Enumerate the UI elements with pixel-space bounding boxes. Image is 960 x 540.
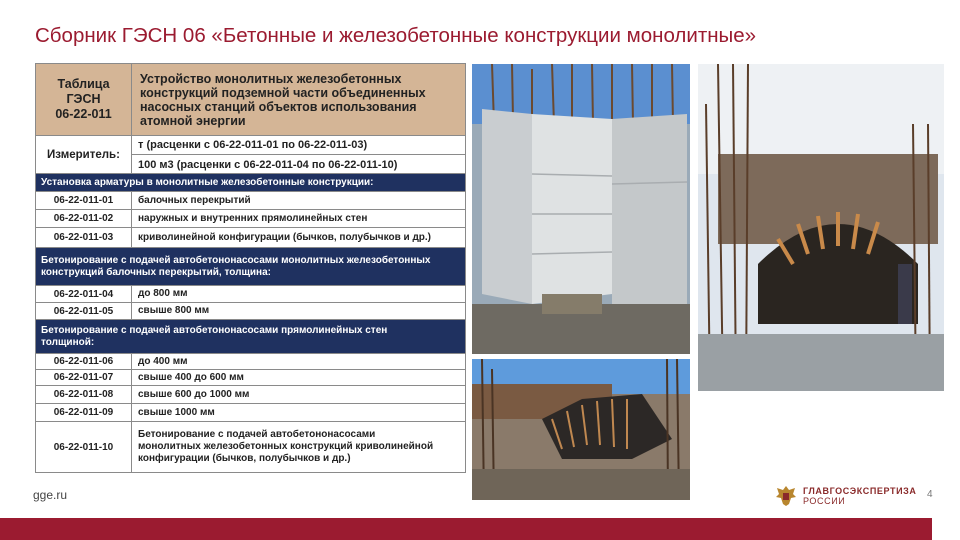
table-number-line: ГЭСН bbox=[66, 92, 101, 106]
slide-title: Сборник ГЭСН 06 «Бетонные и железобетонные конструкции монолитные» bbox=[35, 24, 757, 47]
row-code: 06-22-011-02 bbox=[36, 210, 132, 227]
table-header-row bbox=[36, 64, 465, 136]
table-row bbox=[36, 422, 465, 472]
row-code: 06-22-011-03 bbox=[36, 228, 132, 247]
row-desc: до 400 мм bbox=[138, 355, 188, 367]
table-row bbox=[36, 370, 465, 386]
row-code: 06-22-011-09 bbox=[36, 404, 132, 421]
measure-unit-2: 100 м3 (расценки с 06-22-011-04 по 06-22-011-10) bbox=[138, 158, 398, 171]
row-desc: свыше 800 мм bbox=[138, 305, 210, 316]
page-number: 4 bbox=[927, 489, 933, 500]
table-row bbox=[36, 386, 465, 404]
measure-label: Измеритель: bbox=[36, 136, 132, 173]
section-title-line: Бетонирование с подачей автобетононасосами монолитных железобетонных bbox=[41, 254, 431, 266]
eagle-emblem-icon bbox=[775, 484, 797, 508]
table-title-line: насосных станций объектов использования bbox=[140, 99, 417, 114]
row-desc: свыше 1000 мм bbox=[138, 406, 215, 418]
row-code: 06-22-011-07 bbox=[36, 370, 132, 385]
footer-accent-bar bbox=[0, 518, 932, 540]
row-code: 06-22-011-05 bbox=[36, 303, 132, 319]
table-row bbox=[36, 303, 465, 320]
table-row bbox=[36, 210, 465, 228]
row-code: 06-22-011-08 bbox=[36, 386, 132, 403]
row-desc bbox=[132, 422, 465, 472]
row-code: 06-22-011-06 bbox=[36, 354, 132, 369]
measure-unit-1: т (расценки с 06-22-011-01 по 06-22-011-03) bbox=[132, 136, 465, 155]
row-desc-line: Бетонирование с подачей автобетононасосами bbox=[138, 429, 376, 440]
row-desc: до 800 мм bbox=[138, 288, 188, 299]
table-title-line: конструкций подземной части объединенных bbox=[140, 85, 426, 100]
table-number-line: 06-22-011 bbox=[55, 107, 112, 121]
footer-url[interactable]: gge.ru bbox=[33, 488, 68, 502]
table-row bbox=[36, 286, 465, 303]
gesn-table bbox=[35, 63, 466, 473]
photo-curved-formwork bbox=[698, 64, 944, 391]
section-title-line: конструкций балочных перекрытий, толщина: bbox=[41, 266, 271, 278]
table-number-line: Таблица bbox=[57, 77, 110, 91]
table-title-cell bbox=[132, 64, 465, 135]
section-header-wall-concreting bbox=[36, 320, 465, 354]
section-title-line: Бетонирование с подачей автобетононасосами прямолинейных стен bbox=[41, 324, 388, 336]
row-code: 06-22-011-10 bbox=[36, 422, 132, 472]
row-desc-line: конфигурации (бычков, полубычков и др.) bbox=[138, 453, 351, 464]
logo-line-1: ГЛАВГОСЭКСПЕРТИЗА bbox=[803, 486, 917, 496]
measure-row bbox=[36, 136, 465, 174]
row-desc: балочных перекрытий bbox=[138, 194, 251, 206]
section-header-reinforcement: Установка арматуры в монолитные железобетонные конструкции: bbox=[36, 174, 465, 192]
row-desc: наружных и внутренних прямолинейных стен bbox=[138, 212, 368, 224]
row-desc: криволинейной конфигурации (бычков, полубычков и др.) bbox=[138, 231, 432, 243]
row-desc-line: монолитных железобетонных конструкций криволинейной bbox=[138, 441, 434, 452]
glavgosexpertiza-logo bbox=[775, 484, 917, 508]
row-desc: свыше 600 до 1000 мм bbox=[138, 388, 250, 400]
table-title-line: Устройство монолитных железобетонных bbox=[140, 71, 402, 86]
table-row bbox=[36, 228, 465, 248]
row-code: 06-22-011-04 bbox=[36, 286, 132, 302]
section-title-line: толщиной: bbox=[41, 336, 95, 348]
photo-construction-site bbox=[472, 359, 690, 500]
table-row bbox=[36, 192, 465, 210]
table-row bbox=[36, 404, 465, 422]
photo-concrete-walls bbox=[472, 64, 690, 354]
table-number-cell bbox=[36, 64, 132, 135]
table-title-line: атомной энергии bbox=[140, 113, 246, 128]
table-row bbox=[36, 354, 465, 370]
row-code: 06-22-011-01 bbox=[36, 192, 132, 209]
logo-line-2: РОССИИ bbox=[803, 496, 846, 506]
section-header-beam-concreting bbox=[36, 248, 465, 286]
row-desc: свыше 400 до 600 мм bbox=[138, 371, 244, 383]
